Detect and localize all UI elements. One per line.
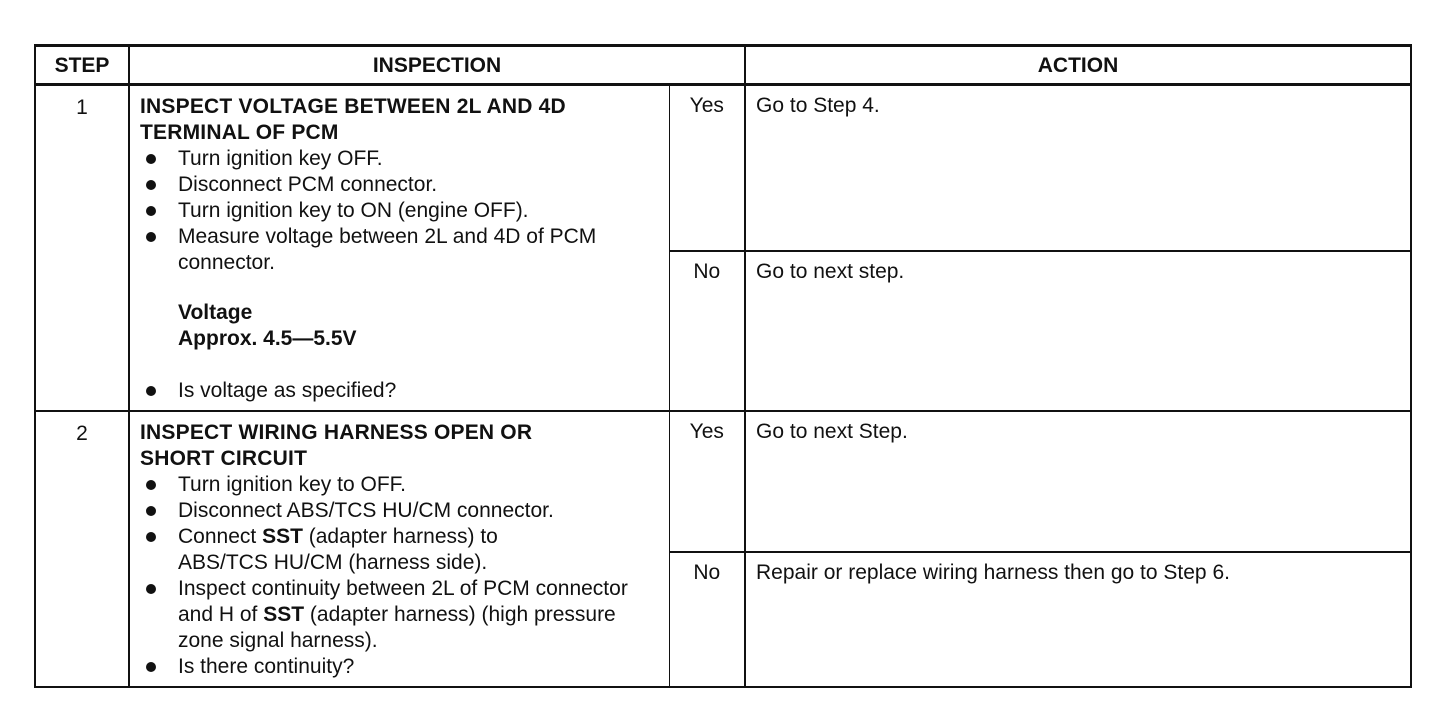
table-header-row xyxy=(35,46,1411,85)
sst-term: SST xyxy=(263,603,305,626)
bullet-icon xyxy=(146,506,156,516)
sst-term: SST xyxy=(262,525,303,548)
step-number: 1 xyxy=(35,85,129,412)
list-item: Measure voltage between 2L and 4D of PCM connector. xyxy=(140,224,618,276)
header-action: ACTION xyxy=(745,46,1411,85)
bullet-icon xyxy=(146,584,156,594)
bullet-icon xyxy=(146,154,156,164)
list-item: Connect SST (adapter harness) to ABS/TCS HU/CM (harness side). xyxy=(140,524,578,576)
table-row xyxy=(35,411,1411,552)
list-item: Turn ignition key to OFF. xyxy=(140,472,659,498)
list-item: Turn ignition key to ON (engine OFF). xyxy=(140,198,659,224)
bullet-icon xyxy=(146,386,156,396)
diagnostic-procedure-table xyxy=(34,44,1412,688)
bullet-icon xyxy=(146,232,156,242)
inspection-title xyxy=(140,94,659,146)
list-item: Inspect continuity between 2L of PCM connector and H of SST (adapter harness) (high pressure zone signal harness). xyxy=(140,576,648,654)
list-item: Disconnect ABS/TCS HU/CM connector. xyxy=(140,498,659,524)
inspection-title-line: TERMINAL OF PCM xyxy=(140,121,339,144)
list-item: Is voltage as specified? xyxy=(140,378,659,404)
yes-action: Go to next Step. xyxy=(745,411,1411,552)
list-item: Turn ignition key OFF. xyxy=(140,146,659,172)
yes-label: Yes xyxy=(669,411,745,552)
no-label: No xyxy=(669,552,745,687)
inspection-title-line: INSPECT VOLTAGE BETWEEN 2L AND 4D xyxy=(140,95,566,118)
bullet-icon xyxy=(146,662,156,672)
yes-action: Go to Step 4. xyxy=(745,85,1411,252)
inspection-title xyxy=(140,420,659,472)
inspection-cell xyxy=(129,85,669,412)
list-item: Disconnect PCM connector. xyxy=(140,172,659,198)
header-inspection: INSPECTION xyxy=(129,46,745,85)
inspection-title-line: SHORT CIRCUIT xyxy=(140,447,308,470)
step-number: 2 xyxy=(35,411,129,687)
inspection-title-line: INSPECT WIRING HARNESS OPEN OR xyxy=(140,421,533,444)
list-item: Is there continuity? xyxy=(140,654,659,680)
no-label: No xyxy=(669,251,745,411)
yes-label: Yes xyxy=(669,85,745,252)
specification xyxy=(140,300,659,352)
inspection-list xyxy=(140,472,659,680)
table-row xyxy=(35,85,1411,252)
bullet-icon xyxy=(146,180,156,190)
header-step: STEP xyxy=(35,46,129,85)
bullet-icon xyxy=(146,206,156,216)
inspection-cell xyxy=(129,411,669,687)
inspection-list xyxy=(140,146,659,276)
bullet-icon xyxy=(146,480,156,490)
bullet-icon xyxy=(146,532,156,542)
question-list xyxy=(140,378,659,404)
no-action: Repair or replace wiring harness then go to Step 6. xyxy=(745,552,1411,687)
spec-label: Voltage xyxy=(178,301,253,324)
no-action: Go to next step. xyxy=(745,251,1411,411)
spec-value: Approx. 4.5—5.5V xyxy=(178,327,357,350)
